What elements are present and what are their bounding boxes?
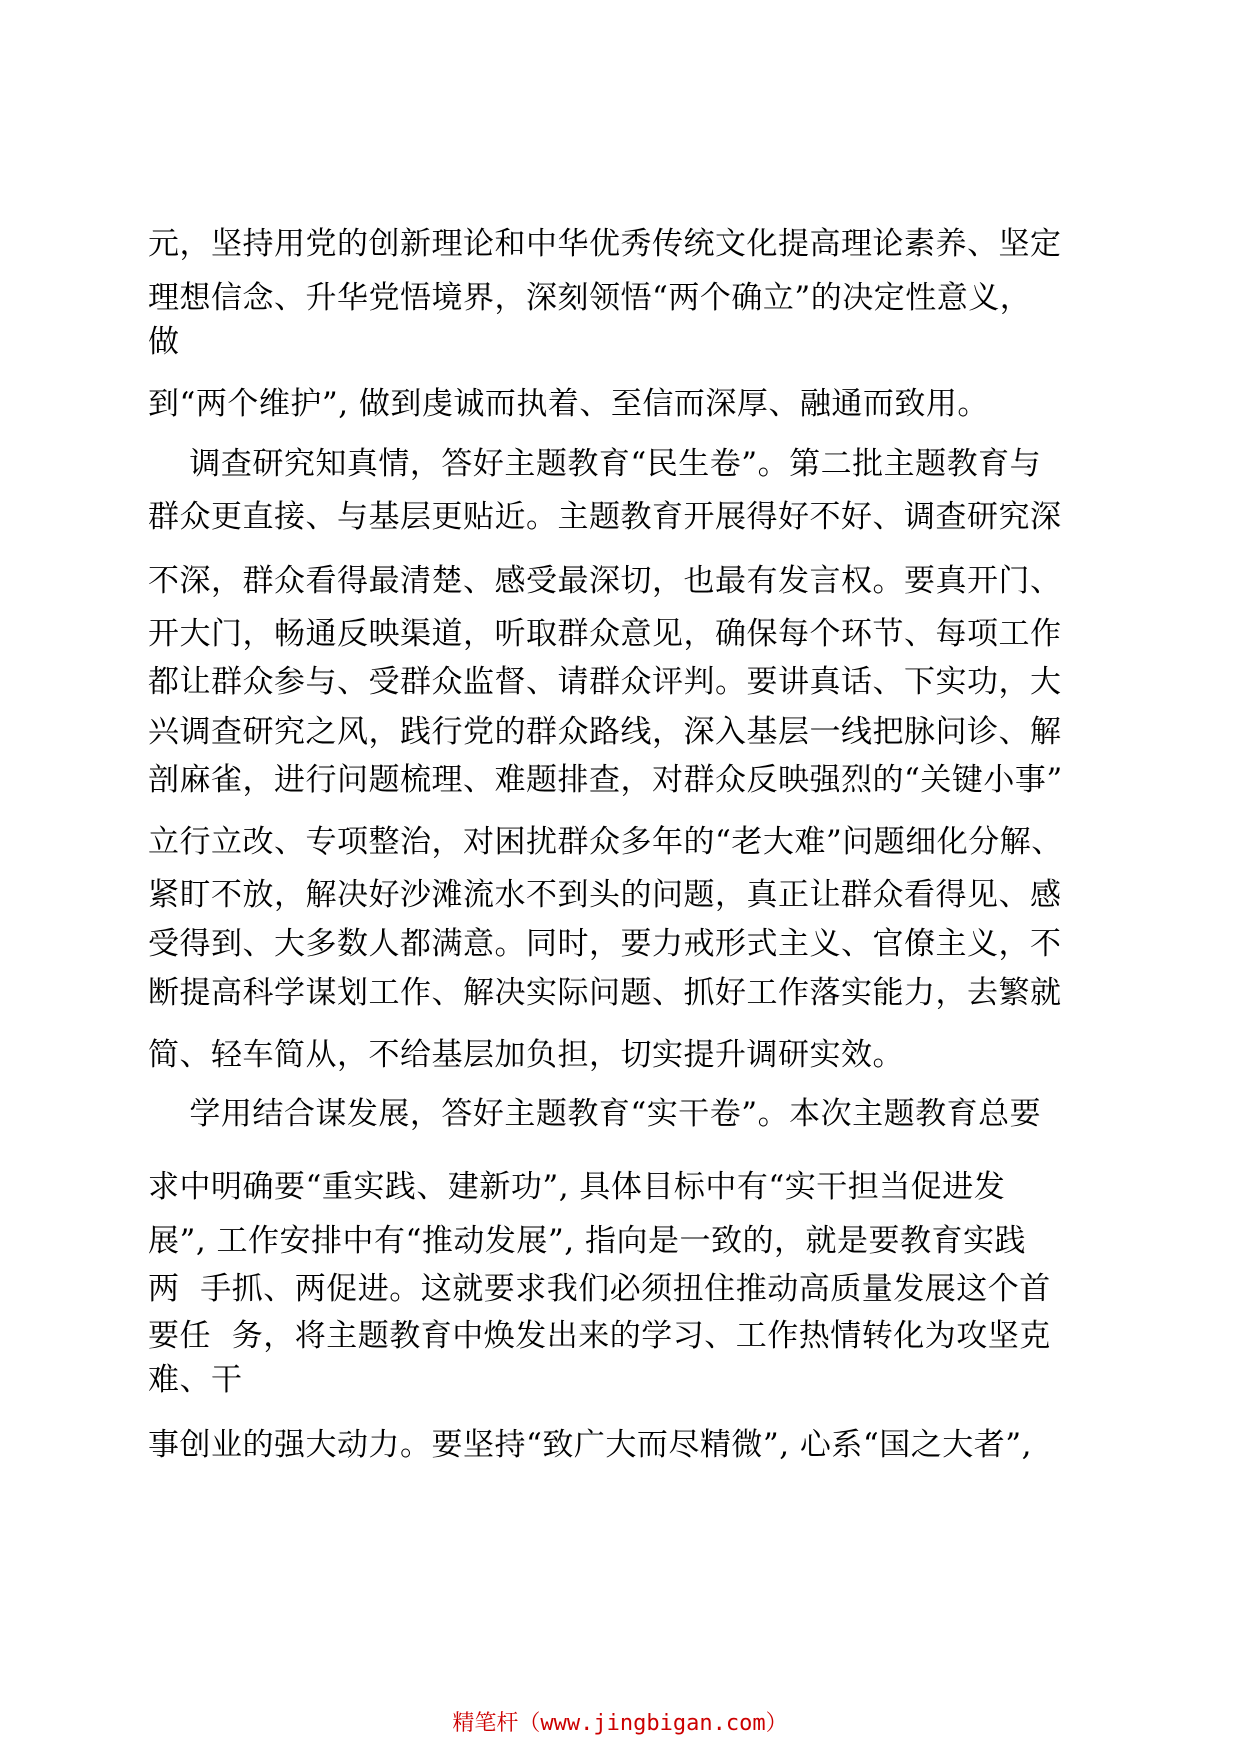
text-line: 展”, 工作安排中有“推动发展”, 指向是一致的，就是要教育实践 bbox=[148, 1223, 1026, 1259]
text-line: 理想信念、升华党悟境界，深刻领悟“两个确立”的决定性意义， bbox=[148, 280, 1032, 316]
text-line: 学用结合谋发展，答好主题教育“实干卷”。本次主题教育总要 bbox=[148, 1096, 1042, 1132]
text-line: 都让群众参与、受群众监督、请群众评判。要讲真话、下实功，大 bbox=[148, 664, 1062, 700]
text-line: 兴调查研究之风，践行党的群众路线，深入基层一线把脉问诊、解 bbox=[148, 714, 1062, 750]
text-line: 事创业的强大动力。要坚持“致广大而尽精微”, 心系“国之大者”, bbox=[148, 1427, 1032, 1463]
footer-watermark: 精笔杆（www.jingbigan.com） bbox=[452, 1711, 788, 1736]
text-line: 求中明确要“重实践、建新功”, 具体目标中有“实干担当促进发 bbox=[148, 1169, 1006, 1205]
text-line: 不深，群众看得最清楚、感受最深切，也最有发言权。要真开门、 bbox=[148, 563, 1062, 599]
text-line: 断提高科学谋划工作、解决实际问题、抓好工作落实能力，去繁就 bbox=[148, 975, 1062, 1011]
text-line: 剖麻雀，进行问题梳理、难题排查，对群众反映强烈的“关键小事” bbox=[148, 762, 1063, 798]
text-line: 简、轻车简从，不给基层加负担，切实提升调研实效。 bbox=[148, 1037, 904, 1073]
text-line: 两 手抓、两促进。这就要求我们必须扭住推动高质量发展这个首 bbox=[148, 1271, 1051, 1307]
text-line: 元，坚持用党的创新理论和中华优秀传统文化提高理论素养、坚定 bbox=[148, 226, 1062, 262]
text-line: 到“两个维护”, 做到虔诚而执着、至信而深厚、融通而致用。 bbox=[148, 386, 989, 422]
text-line: 做 bbox=[148, 324, 180, 360]
text-line: 立行立改、专项整治，对困扰群众多年的“老大难”问题细化分解、 bbox=[148, 824, 1063, 860]
text-line: 调查研究知真情，答好主题教育“民生卷”。第二批主题教育与 bbox=[148, 446, 1042, 482]
text-line: 紧盯不放，解决好沙滩流水不到头的问题，真正让群众看得见、感 bbox=[148, 877, 1062, 913]
text-line: 受得到、大多数人都满意。同时，要力戒形式主义、官僚主义，不 bbox=[148, 926, 1062, 962]
text-line: 群众更直接、与基层更贴近。主题教育开展得好不好、调查研究深 bbox=[148, 499, 1062, 535]
text-line: 开大门，畅通反映渠道，听取群众意见，确保每个环节、每项工作 bbox=[148, 616, 1062, 652]
text-line: 要任 务，将主题教育中焕发出来的学习、工作热情转化为攻坚克 bbox=[148, 1318, 1051, 1354]
text-line: 难、干 bbox=[148, 1362, 243, 1398]
